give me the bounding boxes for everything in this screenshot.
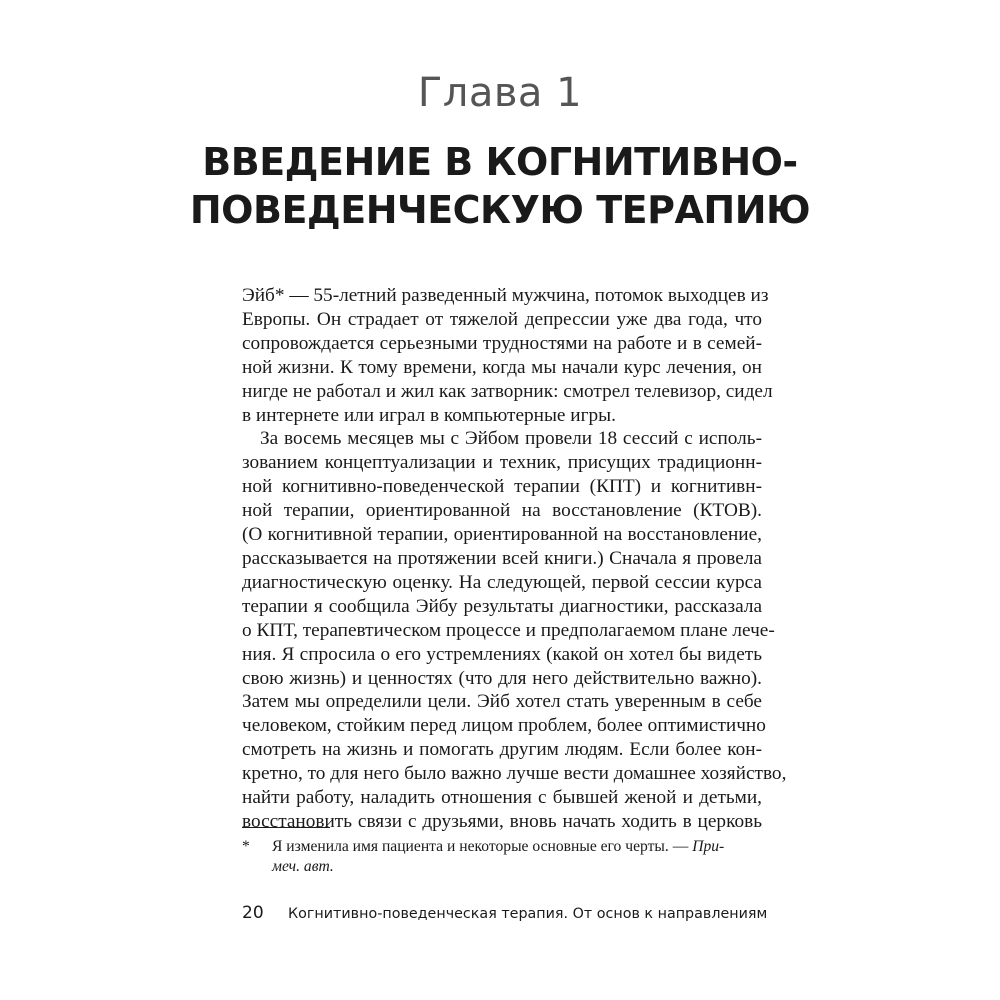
text-line: ной терапии, ориентированной на восстановление (КТОВ). <box>242 500 762 522</box>
footnote-mark: * <box>242 838 250 855</box>
text-line: Эйб* — 55-летний разведенный мужчина, потомок выходцев из <box>242 285 769 306</box>
text-line: свою жизнь) и ценностях (что для него действительно важно). <box>242 667 762 689</box>
text-line: ной когнитивно-поведенческой терапии (КПТ) и когнитивн- <box>242 476 762 498</box>
footnote-divider <box>242 827 330 828</box>
text-line: нигде не работал и жил как затворник: смотрел телевизор, сидел <box>242 380 773 402</box>
text-line: диагностическую оценку. На следующей, первой сессии курса <box>242 571 762 593</box>
footnote-note-part2: меч. авт. <box>272 858 334 875</box>
chapter-title <box>0 138 1000 234</box>
text-line: о КПТ, терапевтическом процессе и предполагаемом плане лече- <box>242 619 775 641</box>
chapter-title-line: ВВЕДЕНИЕ В КОГНИТИВНО- <box>202 140 798 184</box>
chapter-label: Глава 1 <box>417 70 583 116</box>
footnote-line <box>242 837 762 857</box>
text-line: Европы. Он страдает от тяжелой депрессии уже два года, что <box>242 308 762 330</box>
text-line: терапии я сообщила Эйбу результаты диагностики, рассказала <box>242 595 762 617</box>
text-line: (О когнитивной терапии, ориентированной на восстановление, <box>242 524 762 546</box>
text-line: кретно, то для него было важно лучше вести домашнее хозяйство, <box>242 763 787 785</box>
text-line: зованием концептуализации и техник, присущих традиционн- <box>242 452 762 474</box>
text-line: ной жизни. К тому времени, когда мы начали курс лечения, он <box>242 356 762 378</box>
footnote-note-part1: При- <box>692 838 725 855</box>
page-footer <box>242 903 768 923</box>
text-line: За восемь месяцев мы с Эйбом провели 18 сессий с исполь- <box>260 428 762 450</box>
body-text <box>242 284 787 834</box>
footnote-text: Я изменила имя пациента и некоторые основные его черты. — <box>272 838 689 855</box>
text-line: смотреть на жизнь и помогать другим людям. Если более кон- <box>242 739 762 761</box>
text-line: сопровождается серьезными трудностями на работе и в семей- <box>242 332 762 354</box>
footnote-line <box>242 857 762 877</box>
footnote <box>242 837 762 877</box>
running-title: Когнитивно-поведенческая терапия. От основ к направлениям <box>288 906 768 922</box>
text-line: Затем мы определили цели. Эйб хотел стать уверенным в себе <box>242 691 762 713</box>
chapter-title-line: ПОВЕДЕНЧЕСКУЮ ТЕРАПИЮ <box>189 188 811 232</box>
text-line: человеком, стойким перед лицом проблем, более оптимистично <box>242 715 766 737</box>
text-line: ния. Я спросила о его устремлениях (какой он хотел бы видеть <box>242 643 762 665</box>
text-line: восстановить связи с друзьями, вновь начать ходить в церковь <box>242 810 762 832</box>
text-line: найти работу, наладить отношения с бывшей женой и детьми, <box>242 787 762 809</box>
text-line: рассказывается на протяжении всей книги.) Сначала я провела <box>242 547 762 569</box>
page-number: 20 <box>242 903 264 923</box>
text-line: в интернете или играл в компьютерные игры. <box>242 404 616 426</box>
